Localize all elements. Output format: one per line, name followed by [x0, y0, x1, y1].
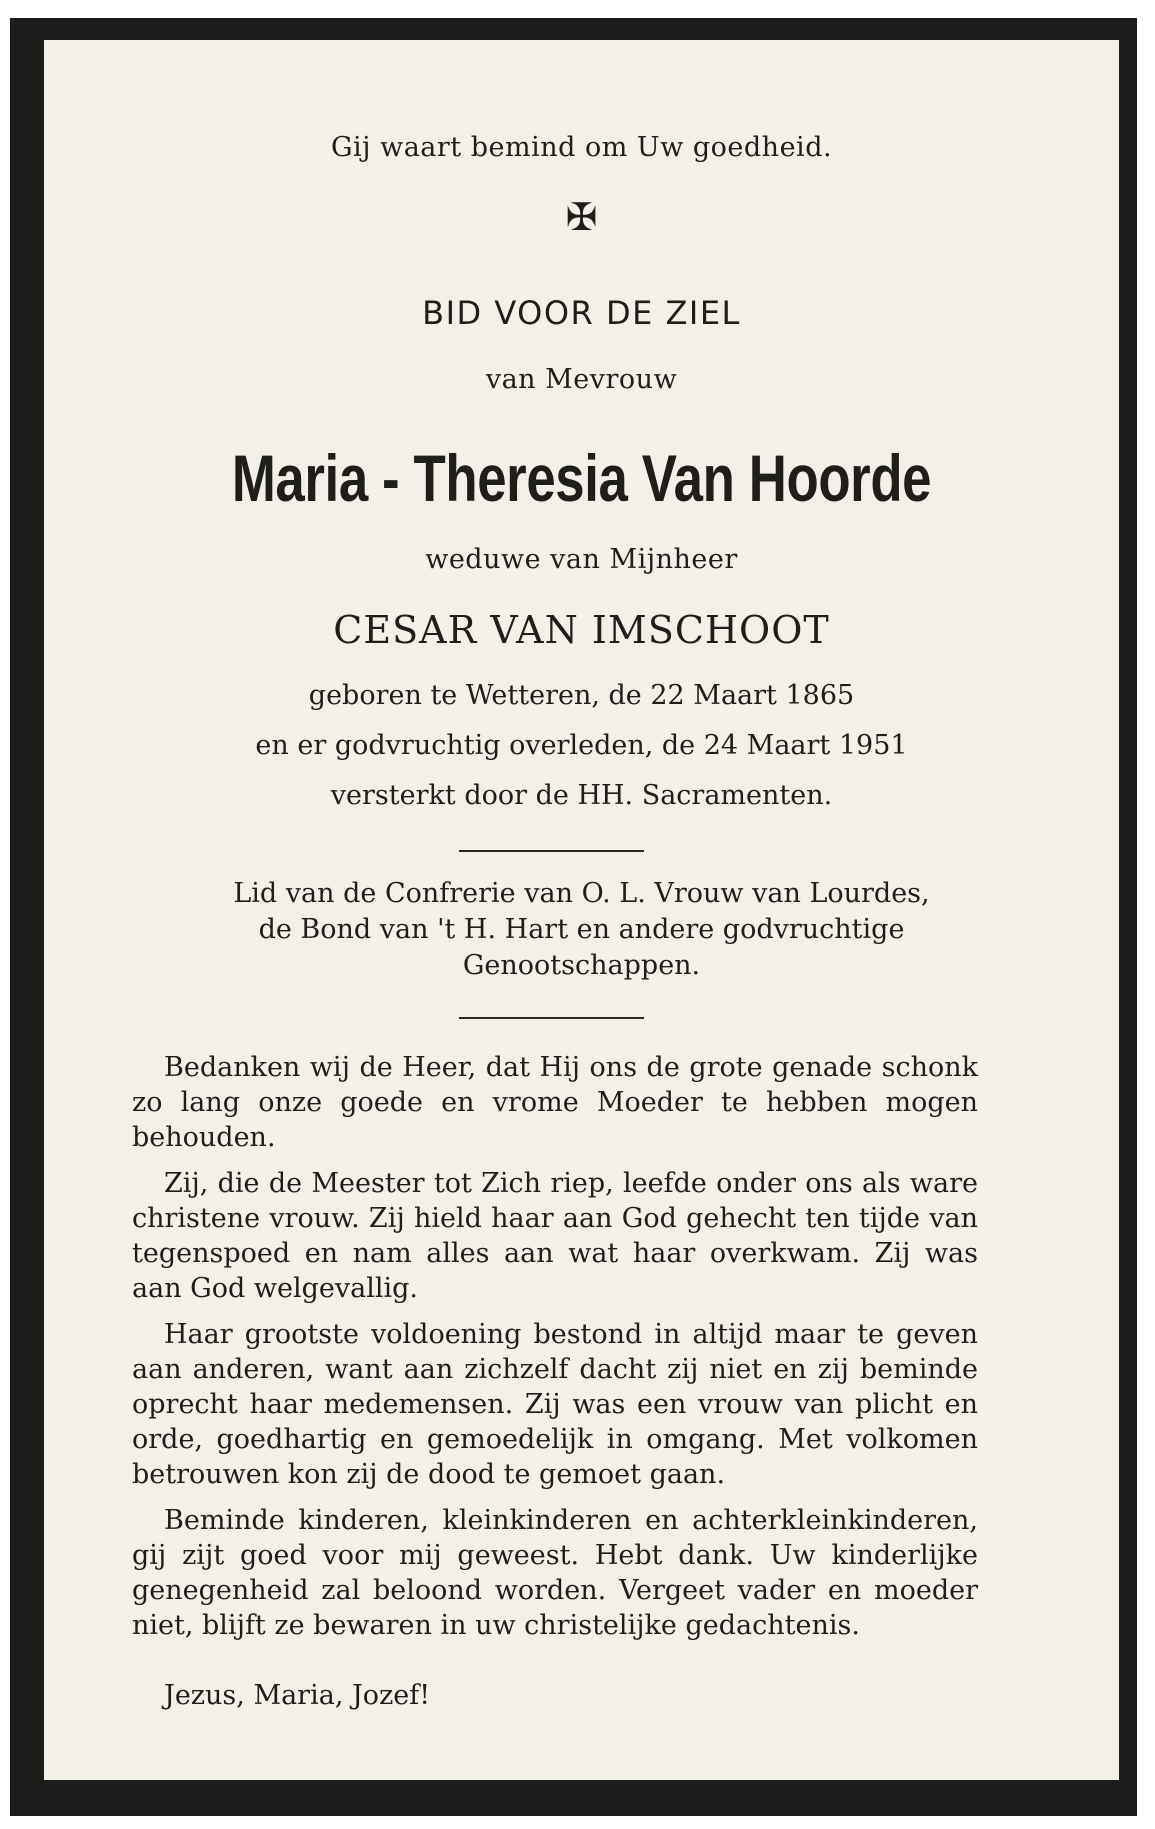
- memorial-paragraph: Haar grootste voldoening bestond in altijd maar te geven aan anderen, want aan zichzelf dacht zij niet en zij beminde oprecht haar medemensen. Zij was een vrouw van plicht en orde, goedhartig en gemoedelijk in omgang. Met volkomen betrouwen kon zij de dood te gemoet gaan.: [132, 1319, 978, 1490]
- memorial-paragraph: Beminde kinderen, kleinkinderen en achterkleinkinderen, gij zijt goed voor mij geweest. Hebt dank. Uw kinderlijke genegenheid zal beloond worden. Vergeet vader en moeder niet, blijft ze bewaren in uw christelijke gedachtenis.: [132, 1505, 978, 1641]
- sacraments-line: versterkt door de HH. Sacramenten.: [330, 780, 833, 811]
- membership-line: Lid van de Confrerie van O. L. Vrouw van Lourdes,: [233, 878, 930, 909]
- mourning-card-paper: [44, 40, 1119, 1780]
- memorial-text: [132, 1050, 978, 1654]
- deceased-name: Maria - Theresia Van Hoorde: [231, 441, 932, 515]
- divider: [459, 850, 644, 852]
- widow-line: weduwe van Mijnheer: [425, 544, 738, 575]
- membership-block: [44, 876, 1119, 984]
- cross-icon: ✠: [565, 195, 598, 239]
- prayer-heading: BID VOOR DE ZIEL: [422, 294, 741, 332]
- membership-line: Genootschappen.: [462, 950, 701, 981]
- memorial-paragraph: Bedanken wij de Heer, dat Hij ons de grote genade schonk zo lang onze goede en vrome Moeder te hebben mogen behouden.: [132, 1052, 978, 1153]
- divider: [459, 1017, 644, 1019]
- death-line: en er godvruchtig overleden, de 24 Maart 1951: [255, 730, 908, 761]
- birth-line: geboren te Wetteren, de 22 Maart 1865: [308, 680, 855, 711]
- motto: Gij waart bemind om Uw goedheid.: [330, 132, 833, 163]
- membership-line: de Bond van 't H. Hart en andere godvruchtige: [258, 914, 905, 945]
- husband-name: CESAR VAN IMSCHOOT: [333, 608, 830, 652]
- mourning-card-border: [10, 18, 1137, 1816]
- closing-prayer: Jezus, Maria, Jozef!: [164, 1680, 431, 1711]
- memorial-paragraph: Zij, die de Meester tot Zich riep, leefde onder ons als ware christene vrouw. Zij hield haar aan God gehecht ten tijde van tegenspoed en nam alles aan wat haar overkwam. Zij was aan God welgevallig.: [132, 1168, 978, 1304]
- title-prefix: van Mevrouw: [485, 364, 678, 395]
